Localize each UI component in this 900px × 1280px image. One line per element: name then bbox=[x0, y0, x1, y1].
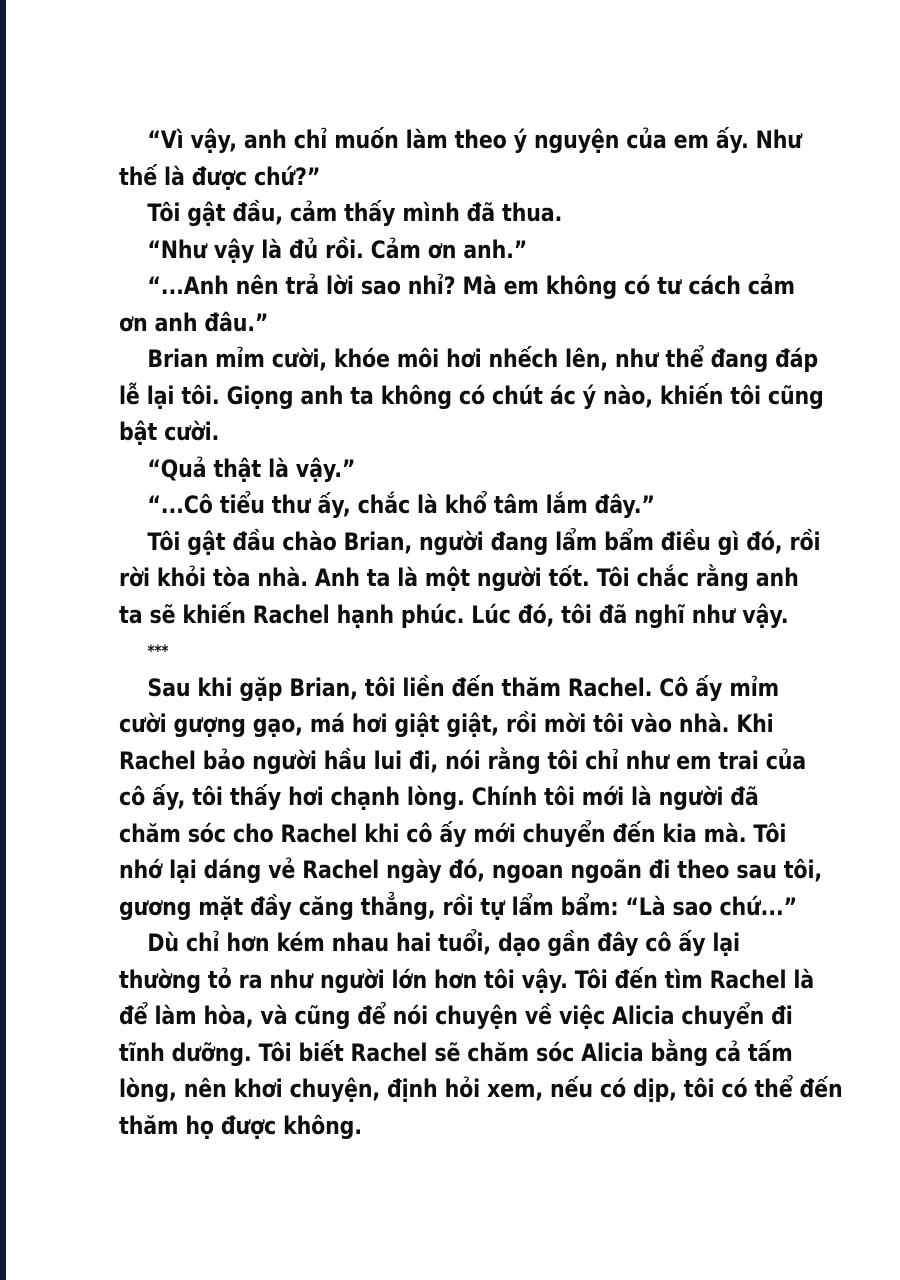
text-line: Sau khi gặp Brian, tôi liền đến thăm Rachel. Cô ấy mỉm bbox=[147, 673, 779, 702]
text-line: để làm hòa, và cũng để nói chuyện về việc Alicia chuyển đi bbox=[119, 1002, 793, 1030]
text-line: Tôi gật đầu chào Brian, người đang lẩm bẩm điều gì đó, rồi bbox=[147, 527, 821, 556]
text-line: “Vì vậy, anh chỉ muốn làm theo ý nguyện của em ấy. Như bbox=[147, 126, 802, 154]
text-line: Tôi gật đầu, cảm thấy mình đã thua. bbox=[147, 199, 563, 227]
text-line: Rachel bảo người hầu lui đi, nói rằng tôi chỉ như em trai của bbox=[119, 746, 807, 775]
text-line: “Như vậy là đủ rồi. Cảm ơn anh.” bbox=[147, 235, 528, 264]
text-line: ơn anh đâu.” bbox=[119, 308, 269, 337]
text-line: rời khỏi tòa nhà. Anh ta là một người tốt. Tôi chắc rằng anh bbox=[119, 564, 799, 592]
text-line: lễ lại tôi. Giọng anh ta không có chút ác ý nào, khiến tôi cũng bbox=[119, 381, 824, 410]
text-line: Dù chỉ hơn kém nhau hai tuổi, dạo gần đây cô ấy lại bbox=[147, 929, 740, 957]
text-line: Brian mỉm cười, khóe môi hơi nhếch lên, như thể đang đáp bbox=[147, 345, 819, 373]
text-line: thăm họ được không. bbox=[119, 1111, 362, 1140]
text-line: gương mặt đầy căng thẳng, rồi tự lẩm bẩm: “Là sao chứ...” bbox=[119, 892, 797, 921]
text-line: bật cười. bbox=[119, 418, 220, 446]
page-text bbox=[119, 122, 843, 1144]
text-line: chăm sóc cho Rachel khi cô ấy mới chuyển đến kia mà. Tôi bbox=[119, 819, 787, 848]
text-line: “...Cô tiểu thư ấy, chắc là khổ tâm lắm đây.” bbox=[147, 491, 655, 519]
text-line: nhớ lại dáng vẻ Rachel ngày đó, ngoan ngoãn đi theo sau tôi, bbox=[119, 856, 823, 884]
text-line: cô ấy, tôi thấy hơi chạnh lòng. Chính tôi mới là người đã bbox=[119, 783, 759, 811]
text-line: “Quả thật là vậy.” bbox=[147, 454, 356, 483]
book-page bbox=[6, 0, 900, 1280]
text-line: ta sẽ khiến Rachel hạnh phúc. Lúc đó, tôi đã nghĩ như vậy. bbox=[119, 600, 789, 629]
text-line: cười gượng gạo, má hơi giật giật, rồi mời tôi vào nhà. Khi bbox=[119, 710, 774, 738]
text-line: “...Anh nên trả lời sao nhỉ? Mà em không có tư cách cảm bbox=[147, 272, 795, 300]
text-line: thường tỏ ra như người lớn hơn tôi vậy. Tôi đến tìm Rachel là bbox=[119, 965, 815, 994]
text-line: lòng, nên khơi chuyện, định hỏi xem, nếu có dịp, tôi có thể đến bbox=[119, 1075, 843, 1103]
text-line: thế là được chứ?” bbox=[119, 162, 321, 191]
text-line: tĩnh dưỡng. Tôi biết Rachel sẽ chăm sóc Alicia bằng cả tấm bbox=[119, 1038, 793, 1067]
section-separator: *** bbox=[147, 641, 169, 660]
